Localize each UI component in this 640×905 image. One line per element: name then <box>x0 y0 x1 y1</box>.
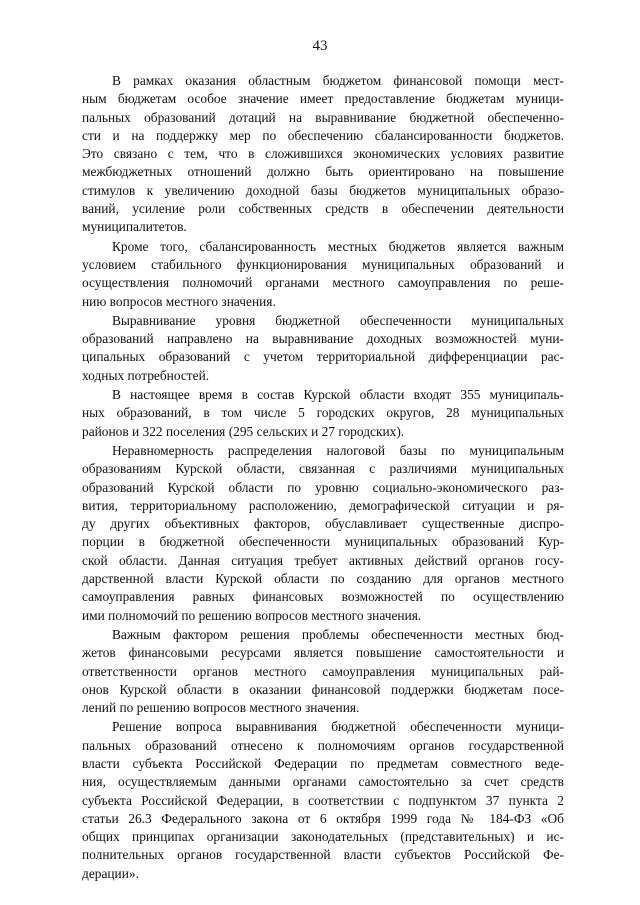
text-line: полнительных органов государственной власти субъектов Российской Фе- <box>82 847 564 863</box>
text-line: Это связано с тем, что в сложившихся экономических условиях развитие <box>82 146 564 162</box>
text-line: образований Курской области по уровню социально-экономического раз- <box>82 479 564 495</box>
text-line: условием стабильного функционирования муниципальных образований и <box>82 256 564 272</box>
text-line: ных образований, в том числе 5 городских округов, 28 муниципальных <box>82 405 564 421</box>
text-line: ответственности органов местного самоуправления муниципальных рай- <box>82 663 564 679</box>
text-line: субъекта Российской Федерации, в соответствии с подпунктом 37 пункта 2 <box>82 792 564 808</box>
text-line: образованиям Курской области, связанная с различиями муниципальных <box>82 461 564 477</box>
paragraph <box>82 626 564 717</box>
document-body <box>82 72 564 884</box>
text-line: осуществления полномочий органами местного самоуправления по реше- <box>82 275 564 291</box>
text-line: Выравнивание уровня бюджетной обеспеченности муниципальных <box>112 312 564 328</box>
text-line: Кроме того, сбалансированность местных бюджетов является важным <box>112 238 564 254</box>
paragraph <box>82 718 564 883</box>
text-line: ципальных образований с учетом территориальной дифференциации рас- <box>82 349 564 365</box>
text-line: ваний, усиление роли собственных средств в обеспечении деятельности <box>82 201 564 217</box>
paragraph <box>82 72 564 237</box>
text-line: власти субъекта Российской Федерации по предметам совместного веде- <box>82 755 564 771</box>
text-line: сти и на поддержку мер по обеспечению сбалансированности бюджетов. <box>82 127 564 143</box>
text-line: порции в бюджетной обеспеченности муниципальных образований Кур- <box>82 534 564 550</box>
text-line: статьи 26.3 Федерального закона от 6 октября 1999 года № 184-ФЗ «Об <box>82 810 564 826</box>
page-number: 43 <box>312 38 328 54</box>
text-line: дерации». <box>82 865 139 881</box>
text-line: ходных потребностей. <box>82 367 210 383</box>
text-line: муниципалитетов. <box>82 219 187 235</box>
text-line: пальных образований отнесено к полномочиям органов государственной <box>82 737 564 753</box>
text-line: лений по решению вопросов местного значения. <box>82 700 360 716</box>
text-line: Важным фактором решения проблемы обеспеченности местных бюд- <box>112 626 564 642</box>
text-line: Решение вопроса выравнивания бюджетной обеспеченности муници- <box>112 719 564 735</box>
text-line: общих принципах организации законодательных (представительных) и ис- <box>82 829 564 845</box>
text-line: пальных образований дотаций на выравнивание бюджетной обеспеченно- <box>82 109 564 125</box>
text-line: В рамках оказания областным бюджетом финансовой помощи мест- <box>112 73 564 88</box>
text-line: районов и 322 поселения (295 сельских и 27 городских). <box>82 423 405 439</box>
text-line: ской области. Данная ситуация требует активных действий органов госу- <box>82 552 564 568</box>
text-line: нию вопросов местного значения. <box>82 293 276 309</box>
paragraph <box>82 442 564 625</box>
text-line: жетов финансовыми ресурсами является повышение самостоятельности и <box>82 645 564 661</box>
text-line: самоуправления равных финансовых возможностей по осуществлению <box>82 589 564 605</box>
text-line: В настоящее время в состав Курской области входят 355 муниципаль- <box>112 387 564 403</box>
text-line: стимулов к увеличению доходной базы бюджетов муниципальных образо- <box>82 182 564 198</box>
text-line: межбюджетных отношений должно быть ориентировано на повышение <box>82 164 564 180</box>
text-line: ду других объективных факторов, обуславливает существенные диспро- <box>82 516 564 532</box>
text-line: Неравномерность распределения налоговой базы по муниципальным <box>112 442 564 458</box>
text-line: ния, осуществляемым данными органами самостоятельно за счет средств <box>82 774 564 790</box>
paragraph <box>82 238 564 311</box>
text-line: ими полномочий по решению вопросов местного значения. <box>82 607 422 623</box>
text-line: вития, территориальному расположению, демографической ситуации и ря- <box>82 497 564 513</box>
text-line: дарственной власти Курской области по созданию для органов местного <box>82 571 564 587</box>
paragraph <box>82 312 564 385</box>
text-line: ным бюджетам особое значение имеет предоставление бюджетам муници- <box>82 91 564 107</box>
text-line: онов Курской области в оказании финансовой поддержки бюджетам посе- <box>82 681 564 697</box>
text-line: образований направлено на выравнивание доходных возможностей муни- <box>82 331 564 347</box>
paragraph <box>82 386 564 441</box>
